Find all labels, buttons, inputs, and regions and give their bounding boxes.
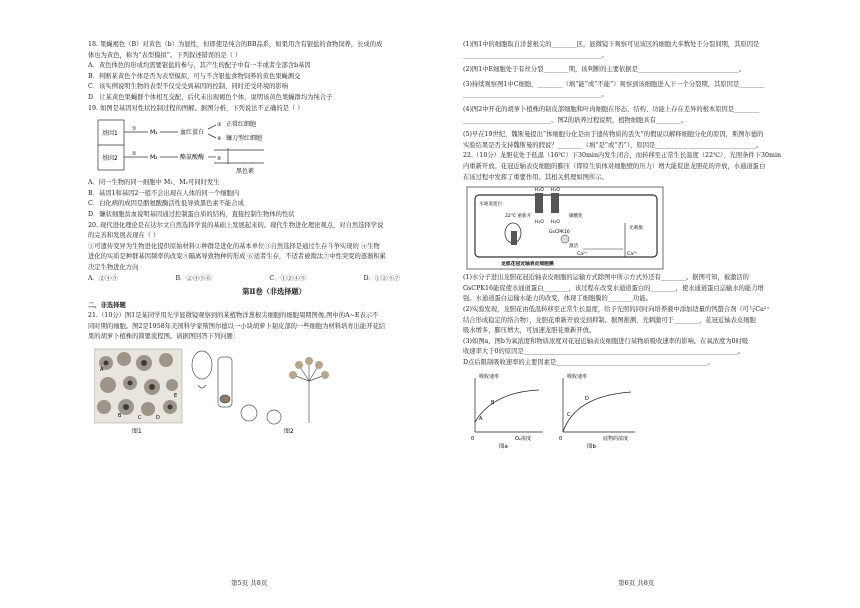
hemoglobin-label: 血红蛋白 — [180, 129, 205, 137]
graph-b-point-c: C — [567, 412, 571, 419]
step1-mark: ① — [132, 126, 137, 133]
q20-option-c: C．①②④⑤ — [269, 274, 306, 282]
part-2-heading: 第Ⅱ卷（非选择题） — [242, 287, 306, 297]
m1-label: M₁ — [150, 129, 158, 137]
aquaporin-mechanism-diagram — [465, 185, 665, 271]
q22-3-line: D点后限制吸收速率的主要因素是________________________________________________。 — [463, 358, 714, 366]
step4-mark: ④ — [217, 136, 222, 143]
q20-option-d: D．①②⑤⑦ — [363, 274, 400, 282]
graph-a-origin: 0 — [471, 436, 475, 443]
q19-option-a: A．同一生物的同一细胞中 M₁、M₂可同时发生 — [88, 179, 220, 187]
q21-1-line: (1)图1中的细胞取自洋葱根尖的________区，显微镜下观察可见该区的细胞大多数处于分裂间期，其原因是 — [463, 41, 760, 48]
temperature-label: 22℃ 重新开 — [505, 214, 532, 220]
water-label-2: H₂O — [551, 188, 560, 194]
gene1-label: 基因1 — [102, 130, 118, 138]
calcium-label-in: Ca²⁺ — [577, 252, 588, 258]
q22-line: 22.（10分）龙胆花处于低温（16℃）下30min内发生闭合，而转移至正常生长温度（22℃）、光照条件下30min — [463, 152, 782, 160]
right-page — [463, 40, 835, 450]
cell-c-label: C — [138, 415, 142, 422]
q21-2-line: (2)图1中E细胞处于有丝分裂________期，该判断的主要依据是________________________________。 — [463, 66, 745, 74]
graph-a-ylabel: 吸收速率 — [479, 374, 500, 381]
carrot-culture-figure-2 — [192, 351, 325, 424]
graph-b-origin: 0 — [559, 436, 563, 443]
q21-3-line: ____________________________________________。 — [463, 91, 608, 99]
micrograph-figure-1 — [94, 349, 182, 423]
sickle-rbc-label: 镰刀型红细胞 — [226, 135, 263, 143]
q18-option-a: A．黄色体色的形成均需要银盐的参与，其产生的配子中有一半或者全部含b基因 — [88, 62, 311, 70]
gscpk16-label: GsCPK16 — [549, 230, 570, 236]
q22-3-line: 收速率大于0的原因是____________________________________________________________________。 — [463, 348, 745, 356]
figure-1-caption: 图1 — [132, 428, 142, 436]
q18-option-b: B．判断某黄色个体是否为表型模拟，可与不含银盐食物饲养的黄色果蝇测交 — [88, 72, 301, 80]
left-page — [88, 40, 460, 437]
q20-line: 20. 现代进化理论是在达尔文自然选择学说的基础上发展起来的。现代生物进化理论观点，对自然选择学说 — [88, 221, 384, 229]
q20-line: ①可遗传变异为生物进化提供原始材料②种群是进化的基本单位③自然选择是通过生存斗争实现的 ④生物 — [88, 242, 380, 250]
water-label-1: H₂O — [535, 188, 544, 194]
step2-mark: ② — [132, 151, 137, 158]
cell-a-label: A — [100, 367, 104, 374]
m2-label: M₂ — [150, 154, 158, 162]
q22-line: 内重新开放。花冠近轴表皮细胞的膨压（即原生质体对细胞壁的压力）增大能促进龙胆花的开放，水通道蛋白 — [463, 162, 766, 170]
step3-mark: ③ — [217, 122, 222, 129]
melanin-label: 黑色素 — [236, 168, 255, 176]
q20-line: 决定生物进化方向 — [88, 263, 139, 271]
water-label-3: H₂O — [535, 220, 544, 226]
q22-2-line: (2)实验发现，龙胆花由低温转移至正常生长温度，给予光照的同时向培养液中添加适量的钙螯合剂（可与Ca²⁺ — [463, 305, 770, 313]
q22-subquestions — [463, 273, 835, 368]
q18-line: 体也为黄色，称为“表型模拟”。下列叙述错误的是（ ） — [88, 51, 242, 59]
cell-figures — [94, 347, 354, 437]
graph-b-point-d: D — [585, 396, 589, 403]
normal-rbc-label: 正常红细胞 — [226, 121, 257, 129]
question-20 — [88, 221, 460, 285]
gene-pathway-diagram — [96, 116, 306, 176]
graph-b-caption: 图b — [587, 444, 596, 451]
q20-line: 的完善和发展表现在（ ） — [88, 232, 160, 240]
q22-2-line: 结合形成稳定的络合物），龙胆花重新开放受到抑制。据图推测，光刺激可于________，花冠近轴表皮细胞 — [463, 316, 756, 324]
q21-line: 21.（10分）图1是某同学用光学显微镜观察到的某植物洋葱根尖细胞的细胞周期图像,图中的A~E表示不 — [88, 312, 379, 320]
page-number-right: 第6页 共8页 — [618, 579, 655, 587]
tyrosinase-label: 酪氨酸酶 — [180, 154, 205, 162]
q21-5-line: 实验结果是否支持魏斯曼的假说？________（填“是”或“否”），原因是________________________________。 — [463, 141, 763, 149]
page-number-left: 第5页 共8页 — [231, 579, 268, 587]
activation-label: 激活 — [569, 244, 579, 250]
figure-2-caption: 图2 — [284, 428, 294, 436]
calcium-label-out: Ca²⁺ — [627, 252, 638, 258]
gene2-label: 基因2 — [102, 155, 118, 163]
q20-option-a: A．②④⑤ — [88, 274, 118, 282]
graph-a-caption: 图a — [499, 444, 508, 451]
q19-option-c: C．白化病的成因是酪氨酸酶活性低导致黑色素不能合成 — [88, 200, 244, 208]
graph-a-point-b: B — [491, 400, 495, 407]
q18-line: 18. 果蝇褐色（B）对黄色（b）为显性，但即使是纯合的BB品系，如果用含有银盐的食物饲养，长成的成 — [88, 41, 383, 48]
membrane-caption: 龙胆花冠近轴表皮细胞膜 — [501, 262, 554, 268]
q21-subquestions — [463, 40, 835, 183]
graph-a-xlabel: O₂浓度 — [515, 436, 531, 443]
q19-option-d: D．镰状细胞贫血说明基因通过控制蛋白质的结构，直接控制生物体的性状 — [88, 210, 295, 218]
graph-b-ylabel: 吸收速率 — [567, 374, 588, 381]
q18-option-d: D．让某黄色果蝇群个体相互交配，后代未出现褐色个体，说明该黄色果蝇群均为纯合子 — [88, 93, 333, 101]
cell-b-label: B — [118, 413, 122, 420]
q20-option-b: B．②④⑤⑥ — [175, 274, 212, 282]
absorption-rate-graphs — [463, 370, 643, 450]
q21-line: 同时期的细胞。图2是1958年美国科学家斯图尔德以一小块胡萝卜韧皮部的一些细胞为材料培育出能开花结 — [88, 322, 386, 330]
water-label-4: H₂O — [551, 220, 560, 226]
q22-3-line: (3)如图a、图b为氧浓度和物质浓度对花冠近轴表皮细胞进行某物质吸收速率的影响。在氧浓度为0时吸 — [463, 337, 749, 345]
question-18 — [88, 40, 460, 114]
q21-1-line: ____________________________________________。 — [463, 51, 608, 59]
light-stimulus-label: 光刺激 — [629, 226, 643, 232]
q22-1-line: 强。水通道蛋白运输水能力的改变，体现了细胞膜的________功能。 — [463, 295, 652, 303]
q21-3-line: (3)持续观察图1中C细胞，________（填“能”或“不能”）观察到该细胞进入下一个分裂期，其原因是________ — [463, 80, 765, 88]
q18-option-c: C．该实例说明生物的表型不仅受受到基因的控制，同时还受环境的影响 — [88, 83, 289, 91]
cell-d-label: D — [156, 415, 160, 422]
q21-line: 果的胡萝卜植株的简要流程图。请据图回答下列问题： — [88, 333, 240, 341]
q19-options — [88, 178, 460, 220]
graph-a-point-a: A — [479, 416, 483, 423]
section-heading: 二、非选择题 — [88, 301, 126, 309]
graph-a — [471, 373, 543, 450]
q22-2-line: 吸水增多，膨压增大，可加速龙胆花重新开放。 — [463, 327, 596, 335]
cell-e-label: E — [174, 393, 178, 400]
q21-4-line: ____________________________。图2的培养过程说明，植物细胞具有________。 — [463, 116, 688, 124]
aquaporin-label: 水通道蛋白 — [479, 202, 502, 208]
q21-4-line: (4)图2中开花的胡萝卜植株的韧皮部细胞和叶肉细胞在形态、结构、功能上存在差异的根本原因是________ — [463, 105, 760, 113]
q19-option-b: B．基因1和基因2一般不会出现在人体的同一个细胞内 — [88, 189, 240, 197]
q20-line: 进化的实质是种群基因频率的改变⑤隔离导致物种的形成 ⑥适者生存，不适者被淘汰⑦中性突变的逐渐积累 — [88, 253, 386, 261]
q22-1-line: GsCPK16能促使水通道蛋白________，该过程在改变水通道蛋白的________，使水通道蛋白运输水的能力增 — [463, 284, 764, 292]
graph-b — [559, 373, 635, 450]
q20-options — [88, 274, 460, 285]
q21-5-line: (5)早在19世纪，魏斯曼提出“体细胞分化是由于遗传物质的丢失”的假说以解释细胞分化的原因，斯图尔德的 — [463, 131, 764, 139]
q22-1-line: (1)水分子进出龙胆花冠近轴表皮细胞的运输方式除图中所示方式外还有________。据图可知，被激活的 — [463, 274, 749, 282]
graph-b-xlabel: 底物的浓度 — [603, 436, 629, 443]
q19-stem: 19. 如图是基因对性状控制过程的图解。据图分析，下列说法不正确的是（ ） — [88, 104, 304, 112]
step5-mark: ⑤ — [217, 156, 222, 163]
question-21 — [88, 311, 460, 343]
phosphorylation-label: 磷酸化 — [569, 214, 583, 220]
q22-line: 在该过程中发挥了重要作用。其相关机理如图所示。 — [463, 173, 608, 181]
